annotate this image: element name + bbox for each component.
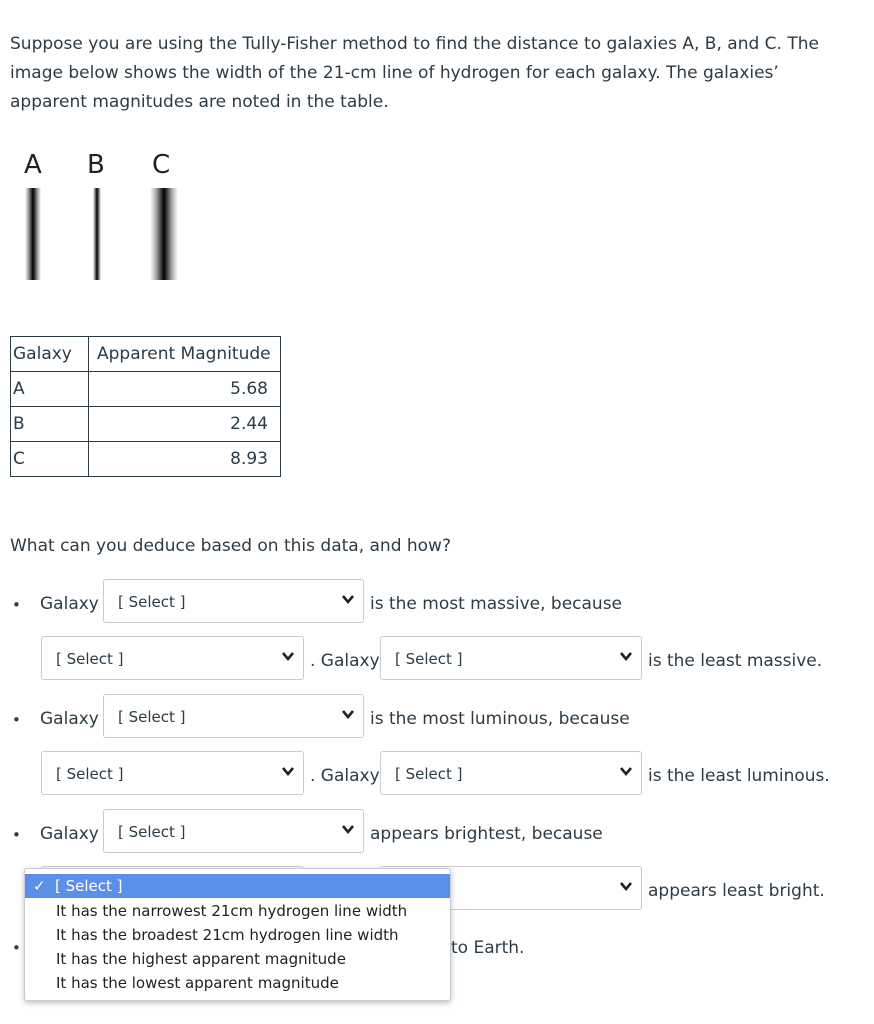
bullet-mass: • — [12, 596, 21, 614]
chevron-down-icon — [281, 764, 295, 778]
least-massive-text: is the least massive. — [648, 651, 823, 671]
dropdown-option[interactable]: It has the narrowest 21cm hydrogen line width — [56, 902, 408, 920]
galaxy-label: Galaxy — [40, 709, 99, 729]
reason-dropdown-list[interactable] — [24, 868, 451, 1001]
galaxy-label: . Galaxy — [310, 651, 380, 671]
least-luminous-text: is the least luminous. — [648, 766, 830, 786]
galaxy-label: . Galaxy — [310, 766, 380, 786]
galaxy-label: Galaxy — [40, 594, 99, 614]
most-luminous-text: is the most luminous, because — [370, 709, 630, 729]
select-value: [ Select ] — [118, 708, 186, 726]
cell-magnitude: 8.93 — [89, 442, 281, 477]
least-massive-select[interactable] — [380, 636, 642, 680]
dropdown-option-selected[interactable] — [25, 874, 450, 898]
select-value: [ Select ] — [56, 765, 124, 783]
cell-galaxy: B — [11, 407, 89, 442]
cell-magnitude: 5.68 — [89, 372, 281, 407]
header-apparent-magnitude: Apparent Magnitude — [89, 337, 281, 372]
most-luminous-reason-select[interactable] — [41, 751, 304, 795]
appears-least-bright-text: appears least bright. — [648, 881, 825, 901]
appears-brightest-select[interactable] — [103, 809, 364, 853]
select-value: [ Select ] — [118, 593, 186, 611]
chevron-down-icon — [341, 822, 355, 836]
chevron-down-icon — [619, 879, 633, 893]
dropdown-option[interactable]: It has the highest apparent magnitude — [56, 950, 346, 968]
magnitude-table — [10, 336, 281, 477]
chevron-down-icon — [281, 649, 295, 663]
select-value: [ Select ] — [395, 765, 463, 783]
figure-label-c: C — [152, 150, 171, 180]
most-massive-reason-select[interactable] — [41, 636, 304, 680]
dropdown-option[interactable]: It has the lowest apparent magnitude — [56, 974, 339, 992]
spectral-line-c — [150, 188, 178, 280]
chevron-down-icon — [619, 764, 633, 778]
figure-label-a: A — [24, 150, 42, 180]
bullet-distance: • — [12, 939, 21, 957]
cell-galaxy: A — [11, 372, 89, 407]
option-label: [ Select ] — [55, 877, 123, 895]
bullet-luminosity: • — [12, 711, 21, 729]
most-luminous-select[interactable] — [103, 694, 364, 738]
spectral-line-a — [25, 188, 41, 280]
cell-galaxy: C — [11, 442, 89, 477]
spectral-line-b — [93, 188, 101, 280]
table-header-row — [11, 337, 281, 372]
check-icon: ✓ — [33, 877, 46, 895]
table-row — [11, 407, 281, 442]
select-value: [ Select ] — [56, 650, 124, 668]
cell-magnitude: 2.44 — [89, 407, 281, 442]
question-text: What can you deduce based on this data, and how? — [10, 536, 451, 556]
bullet-brightness: • — [12, 826, 21, 844]
least-luminous-select[interactable] — [380, 751, 642, 795]
table-row — [11, 442, 281, 477]
select-value: [ Select ] — [395, 650, 463, 668]
galaxy-label: Galaxy — [40, 824, 99, 844]
dropdown-option[interactable]: It has the broadest 21cm hydrogen line width — [56, 926, 399, 944]
to-earth-text: to Earth. — [451, 938, 525, 958]
table-row — [11, 372, 281, 407]
chevron-down-icon — [341, 707, 355, 721]
select-value: [ Select ] — [118, 823, 186, 841]
chevron-down-icon — [619, 649, 633, 663]
chevron-down-icon — [341, 592, 355, 606]
header-galaxy: Galaxy — [11, 337, 89, 372]
figure-label-b: B — [87, 150, 105, 180]
most-massive-select[interactable] — [103, 579, 364, 623]
intro-text: Suppose you are using the Tully-Fisher method to find the distance to galaxies A, B, and C. The image below shows the width of the 21-cm line of hydrogen for each galaxy. The galaxies’ apparent magnitudes are noted in the table. — [10, 34, 819, 112]
most-massive-text: is the most massive, because — [370, 594, 623, 614]
appears-brightest-text: appears brightest, because — [370, 824, 603, 844]
